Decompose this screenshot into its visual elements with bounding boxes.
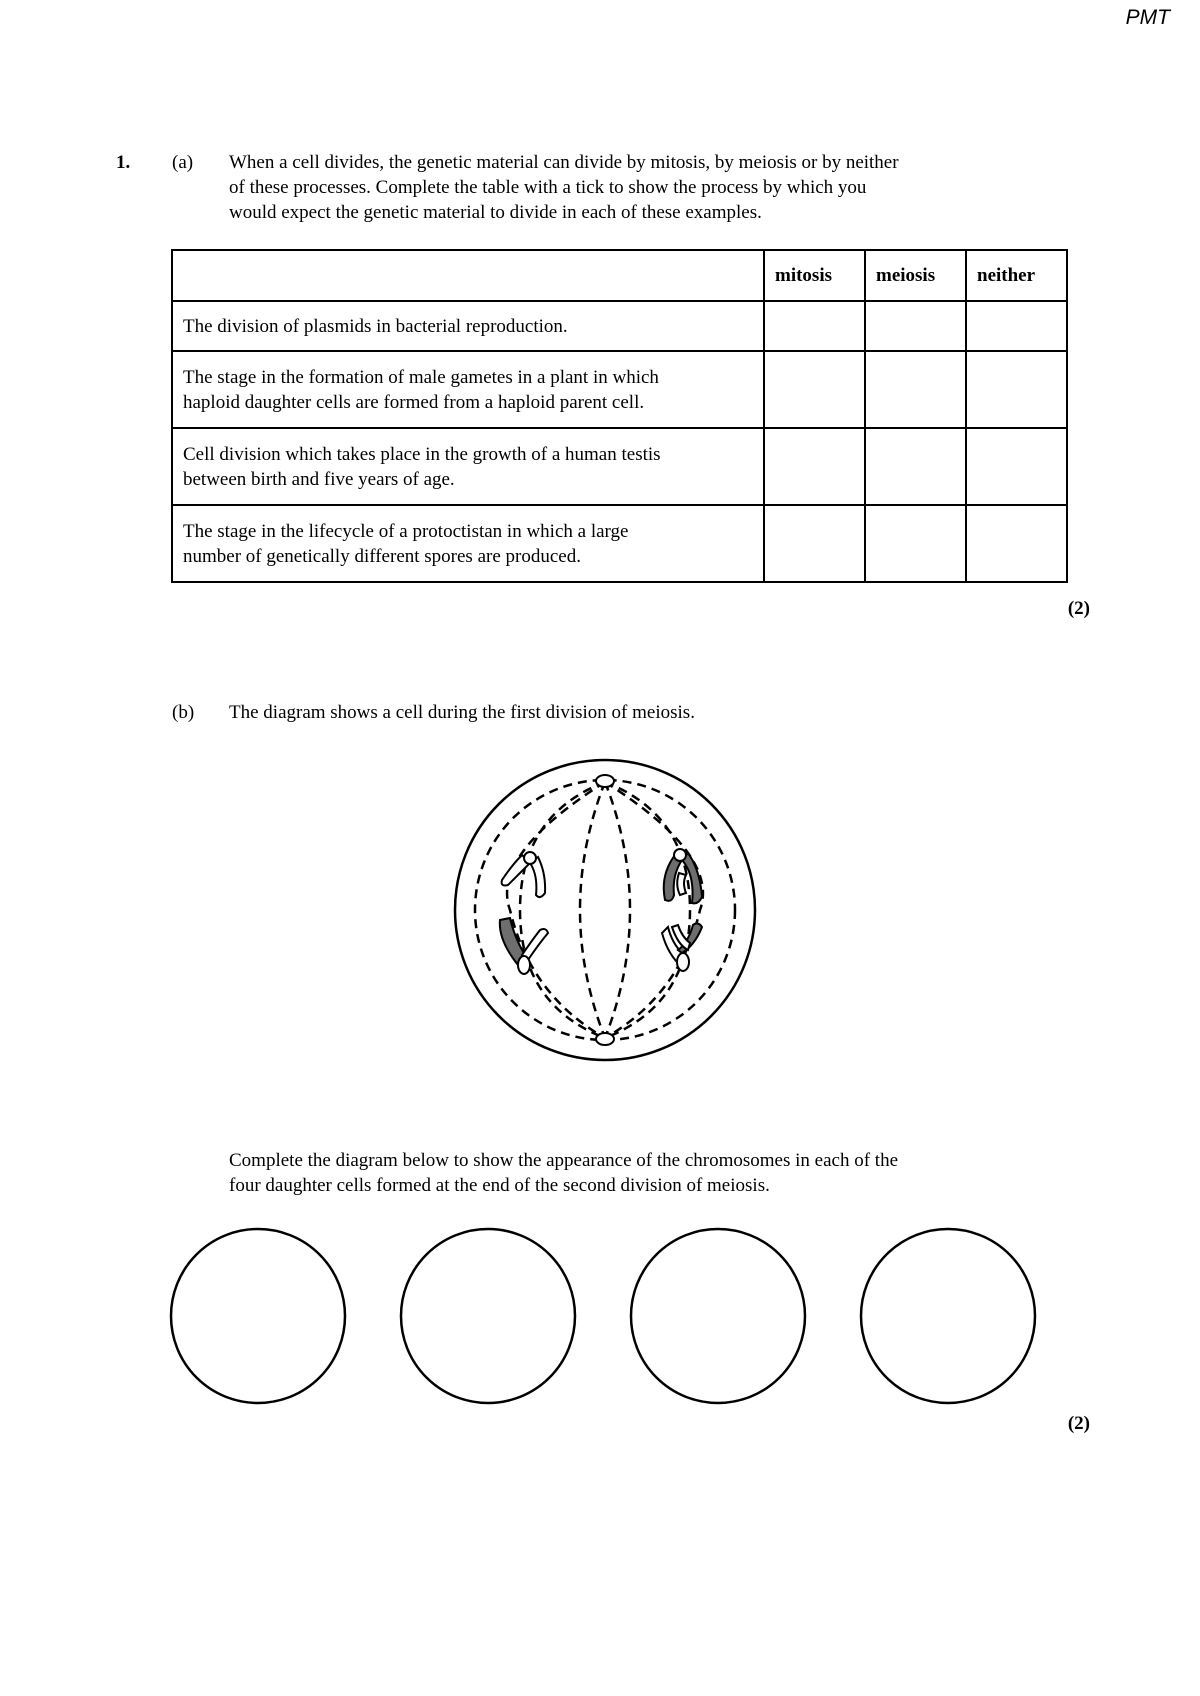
table-row [172, 505, 1067, 582]
row-3-mitosis-cell[interactable] [764, 428, 865, 505]
nuclear-envelope [475, 780, 735, 1040]
row-1-mitosis-cell[interactable] [764, 301, 865, 351]
question-number: 1. [116, 152, 131, 173]
header-mitosis: mitosis [764, 250, 865, 301]
table-row [172, 351, 1067, 428]
process-table [171, 249, 1068, 583]
part-b-label: (b) [172, 702, 195, 723]
table-row [172, 428, 1067, 505]
table-header-row [172, 250, 1067, 301]
meiosis-cell-diagram [450, 755, 760, 1065]
row-1-neither-cell[interactable] [966, 301, 1067, 351]
row-3-line-2: between birth and five years of age. [183, 468, 455, 490]
row-2-line-1: The stage in the formation of male gametes in a plant in which [183, 366, 659, 388]
daughter-cell-2[interactable] [401, 1229, 575, 1403]
bivalent-right-upper [664, 849, 702, 903]
part-b-instruction [229, 1148, 898, 1198]
row-1-line-1: The division of plasmids in bacterial reproduction. [183, 315, 568, 337]
spindle-fibres [507, 782, 703, 1038]
daughter-cell-4[interactable] [861, 1229, 1035, 1403]
row-2-meiosis-cell[interactable] [865, 351, 966, 428]
row-4-line-2: number of genetically different spores are produced. [183, 545, 581, 567]
table-row [172, 301, 1067, 351]
row-2-description [172, 351, 764, 428]
row-1-description [172, 301, 764, 351]
bivalent-right-lower [662, 923, 702, 971]
part-a-text [229, 150, 899, 225]
header-meiosis: meiosis [865, 250, 966, 301]
cell-membrane [455, 760, 755, 1060]
part-b-instruction-line-2: four daughter cells formed at the end of the second division of meiosis. [229, 1175, 770, 1196]
daughter-cells-diagram [168, 1226, 1040, 1406]
centriole-bottom [596, 1033, 614, 1045]
row-3-neither-cell[interactable] [966, 428, 1067, 505]
row-4-neither-cell[interactable] [966, 505, 1067, 582]
part-a-line-1: When a cell divides, the genetic material can divide by mitosis, by meiosis or by neither [229, 152, 899, 173]
row-3-description [172, 428, 764, 505]
row-4-meiosis-cell[interactable] [865, 505, 966, 582]
row-4-line-1: The stage in the lifecycle of a protoctistan in which a large [183, 520, 629, 542]
part-b-intro: The diagram shows a cell during the first division of meiosis. [229, 702, 695, 723]
row-2-neither-cell[interactable] [966, 351, 1067, 428]
row-4-mitosis-cell[interactable] [764, 505, 865, 582]
row-2-mitosis-cell[interactable] [764, 351, 865, 428]
pmt-header-mark: PMT [1125, 6, 1170, 29]
daughter-cell-1[interactable] [171, 1229, 345, 1403]
centriole-top [596, 775, 614, 787]
row-3-line-1: Cell division which takes place in the growth of a human testis [183, 443, 661, 465]
row-4-description [172, 505, 764, 582]
row-3-meiosis-cell[interactable] [865, 428, 966, 505]
header-neither: neither [966, 250, 1067, 301]
part-b-marks: (2) [1067, 1413, 1090, 1434]
part-a-line-2: of these processes. Complete the table with a tick to show the process by which you [229, 177, 867, 198]
part-a-label: (a) [172, 152, 194, 173]
part-a-marks: (2) [1067, 598, 1090, 619]
daughter-cell-3[interactable] [631, 1229, 805, 1403]
header-blank [172, 250, 764, 301]
part-b-instruction-line-1: Complete the diagram below to show the appearance of the chromosomes in each of the [229, 1150, 898, 1171]
part-a-line-3: would expect the genetic material to divide in each of these examples. [229, 202, 762, 223]
row-2-line-2: haploid daughter cells are formed from a haploid parent cell. [183, 391, 645, 413]
row-1-meiosis-cell[interactable] [865, 301, 966, 351]
